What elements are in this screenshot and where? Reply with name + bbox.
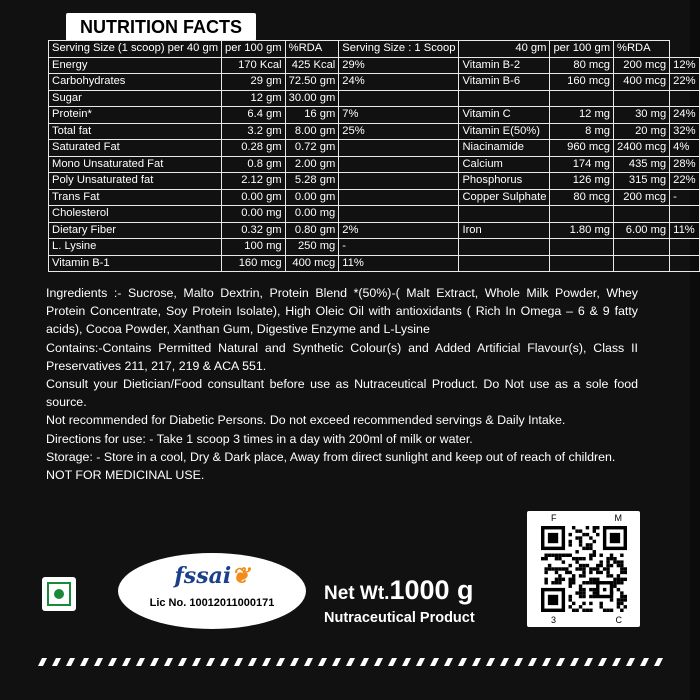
nutrient-value: 5.28 gm [285,173,339,190]
nutrient-name: L. Lysine [49,239,222,256]
ingredients-block [46,284,638,484]
nutrient-value: 0.00 gm [222,189,286,206]
fssai-license-number: Lic No. 10012011000171 [149,597,275,609]
nutrient-name: Niacinamide [459,140,550,157]
nutrient-name: Copper Sulphate [459,189,550,206]
nutrient-value: 126 mg [550,173,614,190]
nutrient-value: 0.00 gm [285,189,339,206]
table-row [49,222,700,239]
nutrient-value: 6.00 mg [614,222,670,239]
nutrient-value: 160 mcg [222,255,286,272]
header-cell: %RDA [285,41,339,58]
nutrient-value [550,239,614,256]
nutrient-value: 80 mcg [550,189,614,206]
nutrient-value: 20 mg [614,123,670,140]
nutrient-name [459,255,550,272]
label-text-paragraph: Contains:-Contains Permitted Natural and Synthetic Colour(s) and Added Artificial Flavour(s), Class II Preservatives 211, 217, 219 & ACA 551. [46,340,638,373]
label-text-paragraph: Storage: - Store in a cool, Dry & Dark place, Away from direct sunlight and keep out of reach of children. [46,449,616,464]
decorative-stripe-border [38,658,658,666]
header-cell: per 100 gm [222,41,286,58]
nutrient-name: Sugar [49,90,222,107]
nutrient-value: 2% [339,222,459,239]
nutrient-value: 22% [670,173,699,190]
nutrient-value [339,90,459,107]
table-row [49,123,700,140]
product-type: Nutraceutical Product [324,610,475,626]
table-row [49,239,700,256]
nutrient-value: 0.8 gm [222,156,286,173]
table-row [49,57,700,74]
nutrient-name: Cholesterol [49,206,222,223]
nutrient-value: 0.00 mg [222,206,286,223]
label-text-paragraph: NOT FOR MEDICINAL USE. [46,468,205,483]
nutrient-value: 12 gm [222,90,286,107]
nutrient-value [670,239,699,256]
nutrient-name: Phosphorus [459,173,550,190]
nutrient-value: 170 Kcal [222,57,286,74]
nutrient-value: 0.28 gm [222,140,286,157]
nutrient-name [459,206,550,223]
nutrient-value: 30 mg [614,107,670,124]
nutrient-value: 22% [670,74,699,91]
nutrient-value: 7% [339,107,459,124]
nutrition-facts-title: NUTRITION FACTS [66,13,256,41]
nutrient-value: 3.2 gm [222,123,286,140]
nutrient-name: Vitamin E(50%) [459,123,550,140]
label-text-paragraph: Consult your Dietician/Food consultant before use as Nutraceutical Product. Do Not use as a sole food source. [46,377,638,410]
nutrient-value [339,156,459,173]
qr-code-pattern [541,525,627,613]
nutrient-value [670,255,699,272]
qr-label-bottom-left: 3 [551,615,557,625]
nutrient-name: Dietary Fiber [49,222,222,239]
net-weight-block [324,575,499,626]
nutrient-value: 11% [339,255,459,272]
header-cell: Serving Size : 1 Scoop [339,41,459,58]
nutrient-value: 72.50 gm [285,74,339,91]
nutrient-value [614,239,670,256]
header-cell: Serving Size (1 scoop) per 40 gm [49,41,222,58]
nutrient-value: 250 mg [285,239,339,256]
label-text-paragraph: Not recommended for Diabetic Persons. Do not exceed recommended servings & Daily Intake. [46,413,566,428]
nutrient-value: 174 mg [550,156,614,173]
nutrient-value: 200 mcg [614,57,670,74]
nutrient-name: Vitamin B-2 [459,57,550,74]
nutrient-value: 29 gm [222,74,286,91]
nutrient-value [614,255,670,272]
nutrient-value: 1.80 mg [550,222,614,239]
nutrient-value [550,206,614,223]
nutrient-value: 425 Kcal [285,57,339,74]
nutrient-value [339,140,459,157]
nutrient-name [459,239,550,256]
table-row [49,189,700,206]
table-row [49,140,700,157]
table-row [49,206,700,223]
qr-label-top-left: F [551,513,557,523]
nutrition-table [48,40,700,272]
nutrient-value: 100 mg [222,239,286,256]
nutrient-name [459,90,550,107]
fssai-logo: fssai❦ [174,563,250,589]
header-cell: 40 gm [459,41,550,58]
table-row [49,90,700,107]
nutrient-value: 2400 mcg [614,140,670,157]
nutrient-value: 2.00 gm [285,156,339,173]
nutrient-value [550,255,614,272]
nutrient-value [339,206,459,223]
net-weight: Net Wt.1000 g [324,575,474,605]
table-row [49,74,700,91]
nutrient-value: 400 mcg [614,74,670,91]
nutrient-value: 315 mg [614,173,670,190]
vegetarian-mark-icon [42,577,76,611]
nutrient-value: 200 mcg [614,189,670,206]
nutrient-value [550,90,614,107]
table-row [49,255,700,272]
nutrient-value: 12 mg [550,107,614,124]
qr-code[interactable] [527,511,640,627]
nutrient-value: 12% [670,57,699,74]
nutrient-value: 960 mcg [550,140,614,157]
nutrient-value: 2.12 gm [222,173,286,190]
nutrient-name: Poly Unsaturated fat [49,173,222,190]
qr-label-bottom-right: C [615,615,622,625]
nutrient-value [339,173,459,190]
label-text-paragraph: Directions for use: - Take 1 scoop 3 times in a day with 200ml of milk or water. [46,431,473,446]
nutrient-value: 160 mcg [550,74,614,91]
nutrient-value [670,90,699,107]
nutrient-value: 24% [339,74,459,91]
nutrient-value: 32% [670,123,699,140]
nutrient-value: 435 mg [614,156,670,173]
nutrient-value: 0.72 gm [285,140,339,157]
nutrient-value: 8 mg [550,123,614,140]
nutrient-value [614,90,670,107]
table-row [49,156,700,173]
nutrient-value: - [339,239,459,256]
nutrient-value: 0.80 gm [285,222,339,239]
table-row [49,107,700,124]
nutrient-value: 6.4 gm [222,107,286,124]
nutrient-value [339,189,459,206]
nutrient-value: - [670,189,699,206]
nutrient-value: 400 mcg [285,255,339,272]
nutrient-name: Carbohydrates [49,74,222,91]
nutrient-name: Vitamin B-6 [459,74,550,91]
nutrient-value: 30.00 gm [285,90,339,107]
table-header-row [49,41,700,58]
nutrient-name: Vitamin C [459,107,550,124]
nutrient-name: Iron [459,222,550,239]
nutrient-value: 8.00 gm [285,123,339,140]
nutrient-value: 0.32 gm [222,222,286,239]
nutrient-value: 80 mcg [550,57,614,74]
nutrient-name: Trans Fat [49,189,222,206]
nutrient-name: Protein* [49,107,222,124]
label-text-paragraph: Ingredients :- Sucrose, Malto Dextrin, Protein Blend *(50%)-( Malt Extract, Whole Milk Powder, Whey Protein Concentrate, Soy Protein Isolate), High Oleic Oil with antioxidants ( Rich In Omega – 6 & 9 fatty acids), Cocoa Powder, Xanthan Gum, Digestive Enzyme and L-Lysine [46,286,638,337]
nutrient-value: 24% [670,107,699,124]
nutrient-value: 4% [670,140,699,157]
nutrient-value: 0.00 mg [285,206,339,223]
header-cell: %RDA [614,41,670,58]
nutrient-name: Vitamin B-1 [49,255,222,272]
header-cell: per 100 gm [550,41,614,58]
table-row [49,173,700,190]
nutrient-value: 25% [339,123,459,140]
nutrient-name: Calcium [459,156,550,173]
nutrient-value: 29% [339,57,459,74]
nutrient-value: 28% [670,156,699,173]
nutrient-value [614,206,670,223]
nutrient-value [670,206,699,223]
fssai-logo-badge [118,553,306,629]
nutrient-value: 16 gm [285,107,339,124]
nutrient-name: Total fat [49,123,222,140]
nutrient-name: Energy [49,57,222,74]
nutrient-name: Saturated Fat [49,140,222,157]
nutrient-value: 11% [670,222,699,239]
qr-label-top-right: M [614,513,622,523]
nutrient-name: Mono Unsaturated Fat [49,156,222,173]
